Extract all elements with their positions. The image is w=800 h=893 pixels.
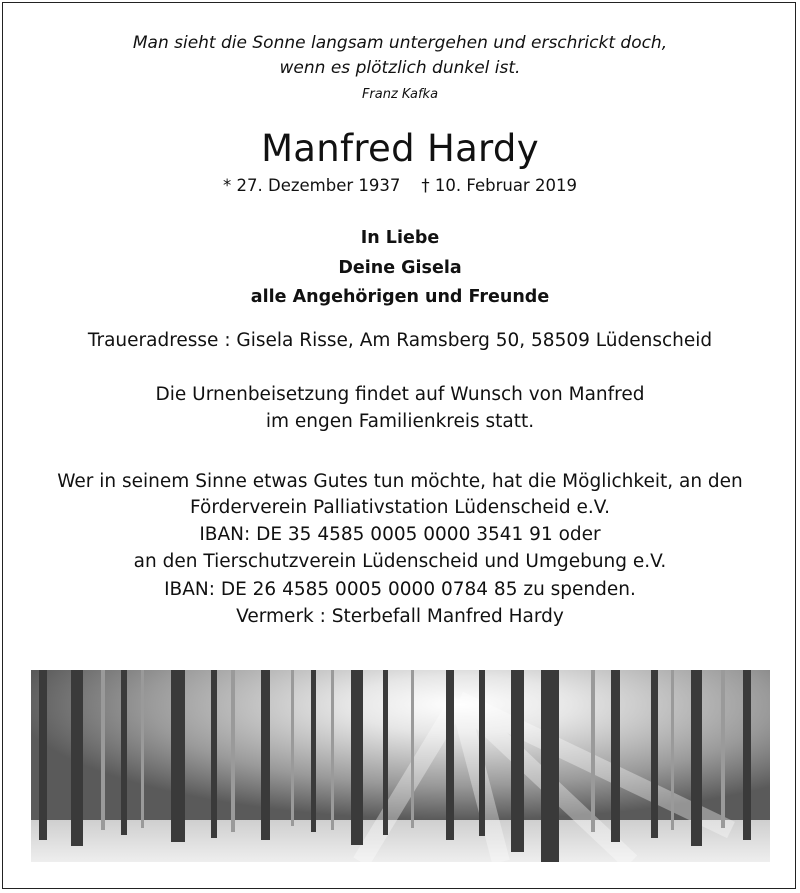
burial-line-2: im engen Familienkreis statt. bbox=[265, 411, 535, 432]
donation-line-6: Vermerk : Sterbefall Manfred Hardy bbox=[236, 606, 564, 627]
quote-line-2: wenn es plötzlich dunkel ist. bbox=[279, 58, 521, 78]
donation-line-1: Wer in seinem Sinne etwas Gutes tun möchte, hat die Möglichkeit, an den bbox=[57, 471, 743, 492]
mourning-address: Traueradresse : Gisela Risse, Am Ramsberg 50, 58509 Lüdenscheid bbox=[87, 330, 713, 351]
mourner-line-1: In Liebe bbox=[360, 228, 440, 248]
quote-author: Franz Kafka bbox=[361, 87, 439, 102]
donation-line-2: Förderverein Palliativstation Lüdenscheid e.V. bbox=[190, 497, 610, 518]
deceased-name: Manfred Hardy bbox=[261, 127, 539, 170]
donation-line-3: IBAN: DE 35 4585 0005 0000 3541 91 oder bbox=[199, 524, 601, 545]
life-dates: * 27. Dezember 1937 † 10. Februar 2019 bbox=[223, 176, 577, 195]
mourner-line-3: alle Angehörigen und Freunde bbox=[250, 287, 550, 307]
forest-photo bbox=[31, 670, 770, 862]
donation-line-5: IBAN: DE 26 4585 0005 0000 0784 85 zu spenden. bbox=[164, 579, 636, 600]
donation-line-4: an den Tierschutzverein Lüdenscheid und Umgebung e.V. bbox=[133, 551, 667, 572]
mourner-line-2: Deine Gisela bbox=[338, 258, 462, 278]
burial-line-1: Die Urnenbeisetzung findet auf Wunsch von Manfred bbox=[155, 384, 645, 405]
quote-line-1: Man sieht die Sonne langsam untergehen und erschrickt doch, bbox=[132, 33, 668, 53]
